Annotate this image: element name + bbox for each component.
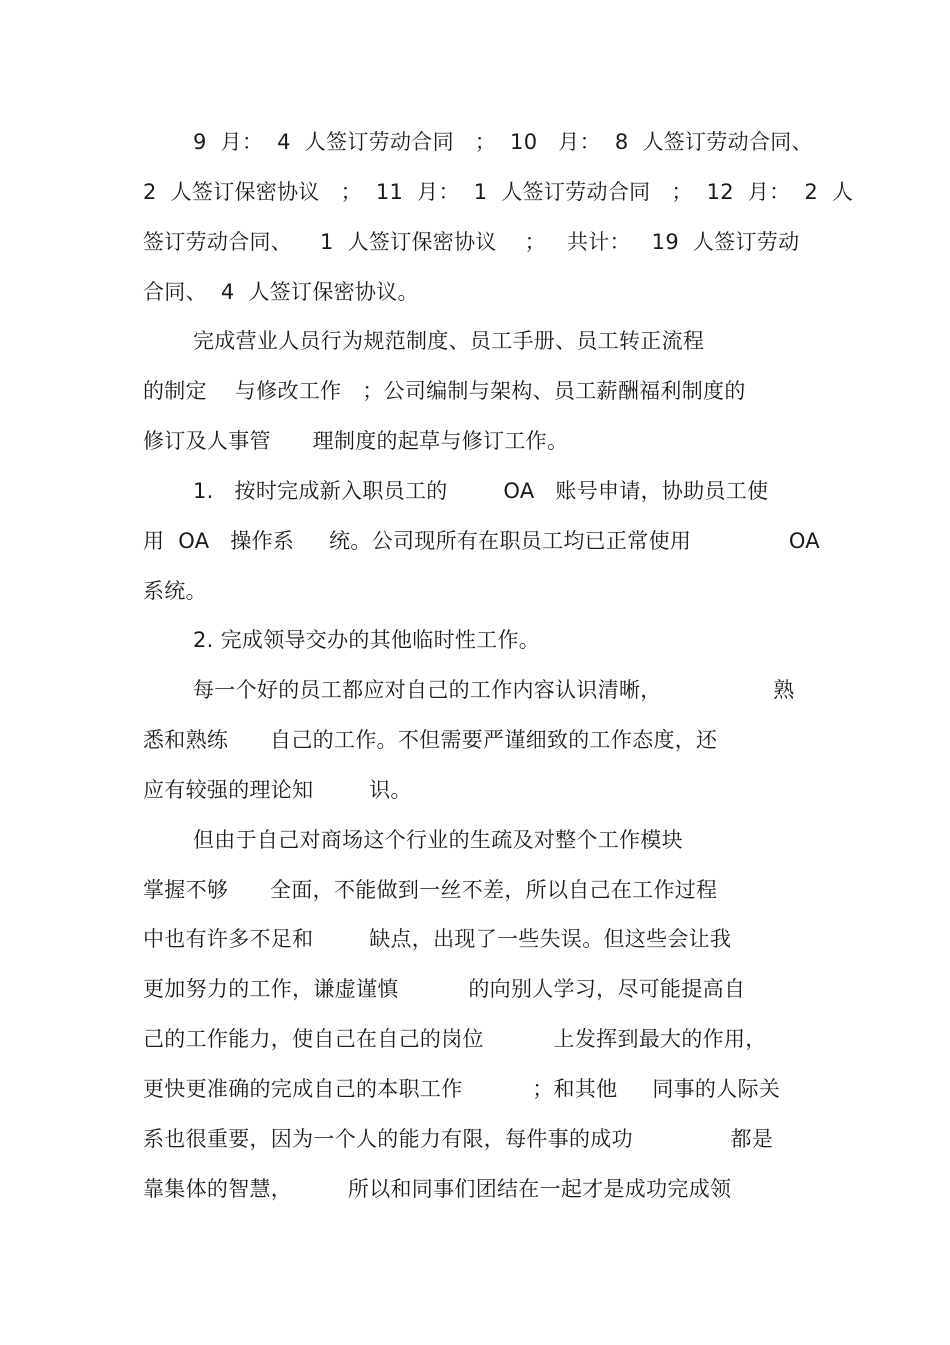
text-line: 悉和熟练 自己的工作。不但需要严谨细致的工作态度，还 [143,728,718,752]
text-line: 每一个好的员工都应对自己的工作内容认识清晰， 熟 [193,678,795,702]
text-line: 用 OA 操作系 统。公司现所有在职员工均已正常使用 OA [143,529,820,553]
text-line: 签订劳动合同、 1 人签订保密协议 ； 共计： 19 人签订劳动 [143,230,800,254]
text-line: 更加努力的工作，谦虚谨慎 的向别人学习，尽可能提高自 [143,977,746,1001]
text-line: 2. 完成领导交办的其他临时性工作。 [193,628,541,652]
text-line: 系也很重要，因为一个人的能力有限，每件事的成功 都是 [143,1127,774,1151]
text-line: 1. 按时完成新入职员工的 OA 账号申请，协助员工使 [193,479,769,503]
text-line: 己的工作能力，使自己在自己的岗位 上发挥到最大的作用， [143,1027,767,1051]
text-line: 更快更准确的完成自己的本职工作 ；和其他 同事的人际关 [143,1077,781,1101]
text-line: 掌握不够 全面，不能做到一丝不差，所以自己在工作过程 [143,878,718,902]
text-line: 但由于自己对商场这个行业的生疏及对整个工作模块 [193,828,683,852]
text-line: 靠集体的智慧， 所以和同事们团结在一起才是成功完成领 [143,1177,732,1201]
text-line: 2 人签订保密协议 ； 11 月： 1 人签订劳动合同 ； 12 月： 2 人 [143,180,854,204]
text-line: 的制定 与修改工作 ；公司编制与架构、员工薪酬福利制度的 [143,379,746,403]
text-line: 完成营业人员行为规范制度、员工手册、员工转正流程 [193,329,705,353]
text-line: 应有较强的理论知 识。 [143,778,412,802]
text-line: 合同、 4 人签订保密协议。 [143,280,419,304]
text-line: 修订及人事管 理制度的起草与修订工作。 [143,429,569,453]
text-line: 9 月： 4 人签订劳动合同 ； 10 月： 8 人签订劳动合同、 [193,130,813,154]
text-line: 系统。 [143,579,207,603]
text-line: 中也有许多不足和 缺点，出现了一些失误。但这些会让我 [143,927,732,951]
